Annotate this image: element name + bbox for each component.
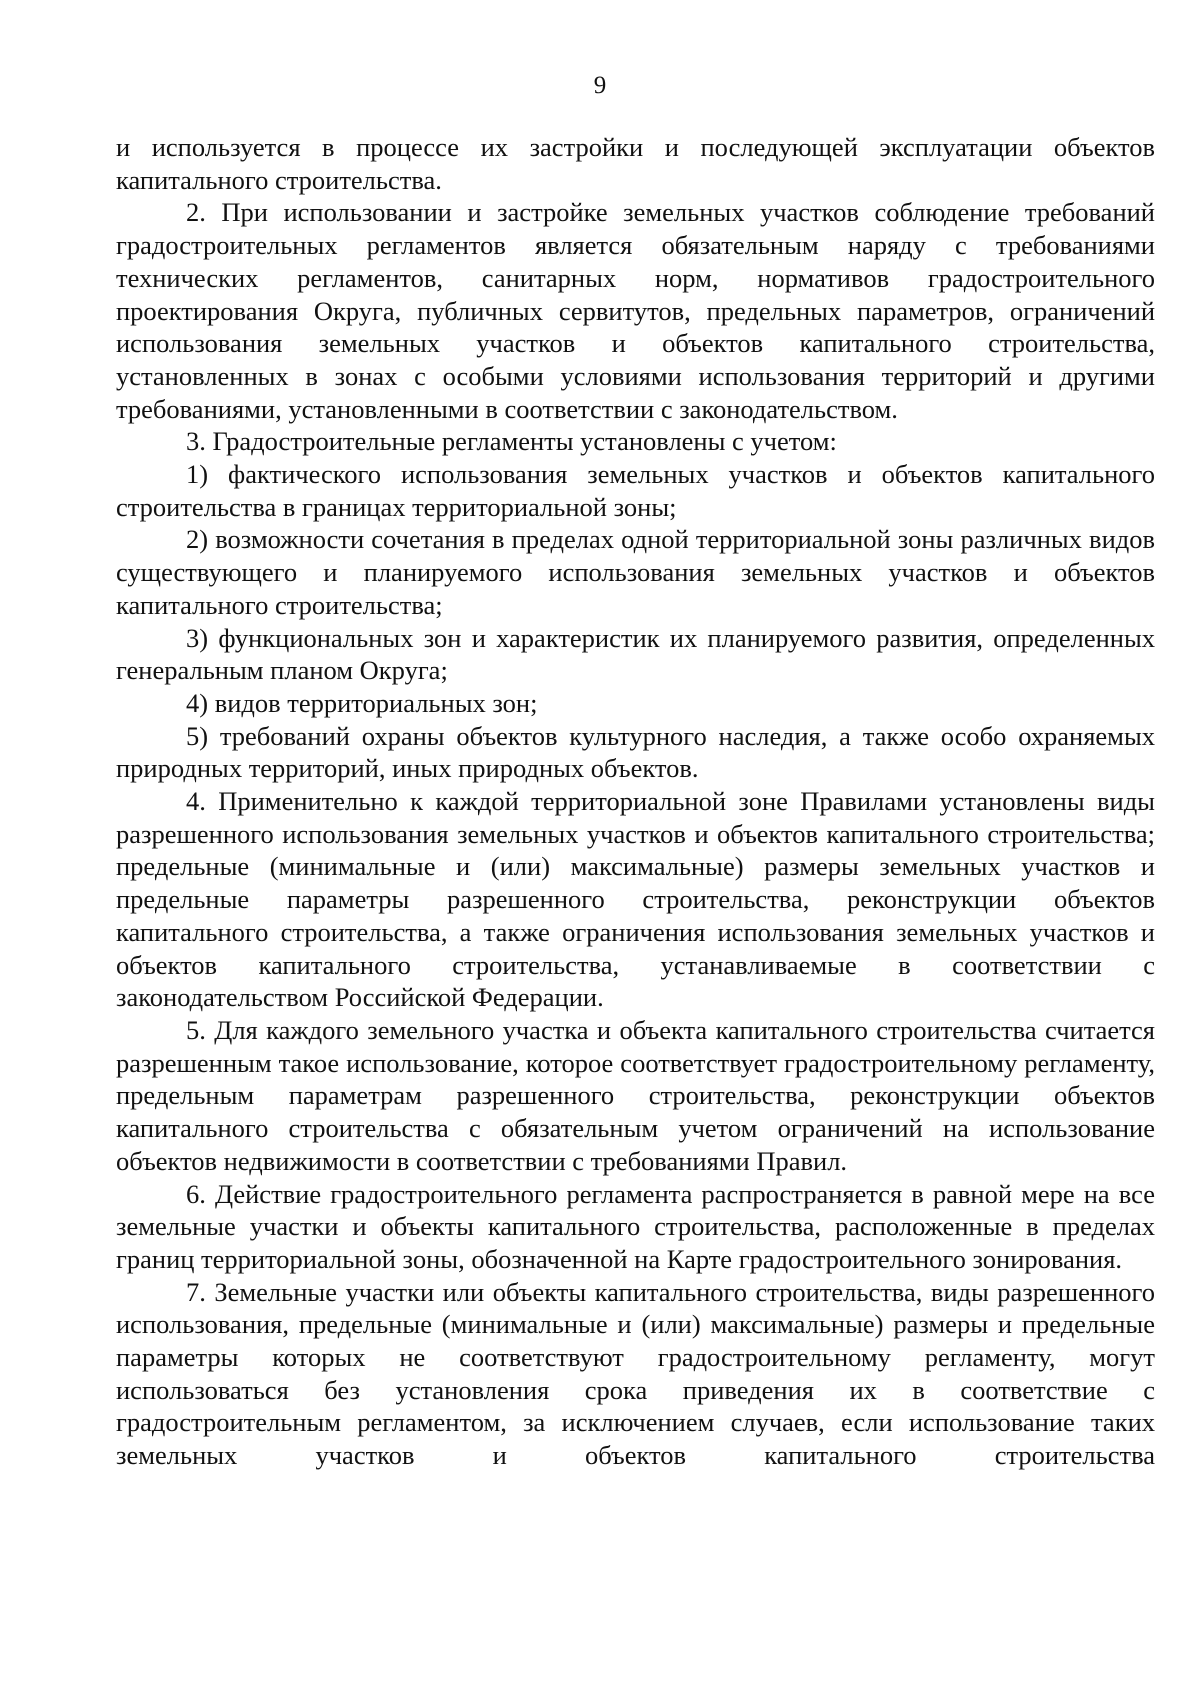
subitem-3-2: 2) возможности сочетания в пределах одной территориальной зоны различных видов существующего и планируемого использования земельных участков и объектов капитального строительства; xyxy=(116,524,1155,620)
document-body xyxy=(116,131,1155,1472)
subitem-3-4: 4) видов территориальных зон; xyxy=(186,687,538,718)
subitem-3-1: 1) фактического использования земельных участков и объектов капитального строительства в границах территориальной зоны; xyxy=(116,459,1155,522)
paragraph-item-2: 2. При использовании и застройке земельных участков соблюдение требований градостроительных регламентов является обязательным наряду с требованиями технических регламентов, санитарных норм, нормативов градостроительного проектирования Округа, публичных сервитутов, предельных параметров, ограничений использования земельных участков и объектов капитального строительства, установленных в зонах с особыми условиями использования территорий и другими требованиями, установленными в соответствии с законодательством. xyxy=(116,197,1155,424)
subitem-3-3: 3) функциональных зон и характеристик их планируемого развития, определенных генеральным планом Округа; xyxy=(116,622,1155,686)
paragraph-item-7: 7. Земельные участки или объекты капитального строительства, виды разрешенного использования, предельные (минимальные и (или) максимальные) размеры и предельные параметры которых не соответствуют градостроительному регламенту, могут использоваться без установления срока приведения их в соответствие с градостроительным регламентом, за исключением случаев, если использование таких земельных участков и объектов капитального строительства xyxy=(116,1276,1155,1471)
paragraph-item-3: 3. Градостроительные регламенты установлены с учетом: xyxy=(186,426,837,457)
paragraph-continuation: и используется в процессе их застройки и последующей эксплуатации объектов капитального строительства. xyxy=(116,132,1155,195)
subitem-3-5: 5) требований охраны объектов культурного наследия, а также особо охраняемых природных территорий, иных природных объектов. xyxy=(116,720,1155,784)
paragraph-item-6: 6. Действие градостроительного регламента распространяется в равной мере на все земельные участки и объекты капитального строительства, расположенные в пределах границ территориальной зоны, обозначенной на Карте градостроительного зонирования. xyxy=(116,1178,1155,1274)
paragraph-item-5: 5. Для каждого земельного участка и объекта капитального строительства считается разрешенным такое использование, которое соответствует градостроительному регламенту, предельным параметрам разрешенного строительства, реконструкции объектов капитального строительства с обязательным учетом ограничений на использование объектов недвижимости в соответствии с требованиями Правил. xyxy=(116,1014,1155,1176)
page-number: 9 xyxy=(593,72,607,99)
paragraph-item-4: 4. Применительно к каждой территориальной зоне Правилами установлены виды разрешенного использования земельных участков и объектов капитального строительства; предельные (минимальные и (или) максимальные) размеры земельных участков и предельные параметры разрешенного строительства, реконструкции объектов капитального строительства, а также ограничения использования земельных участков и объектов капитального строительства, устанавливаемые в соответствии с законодательством Российской Федерации. xyxy=(116,786,1155,1013)
